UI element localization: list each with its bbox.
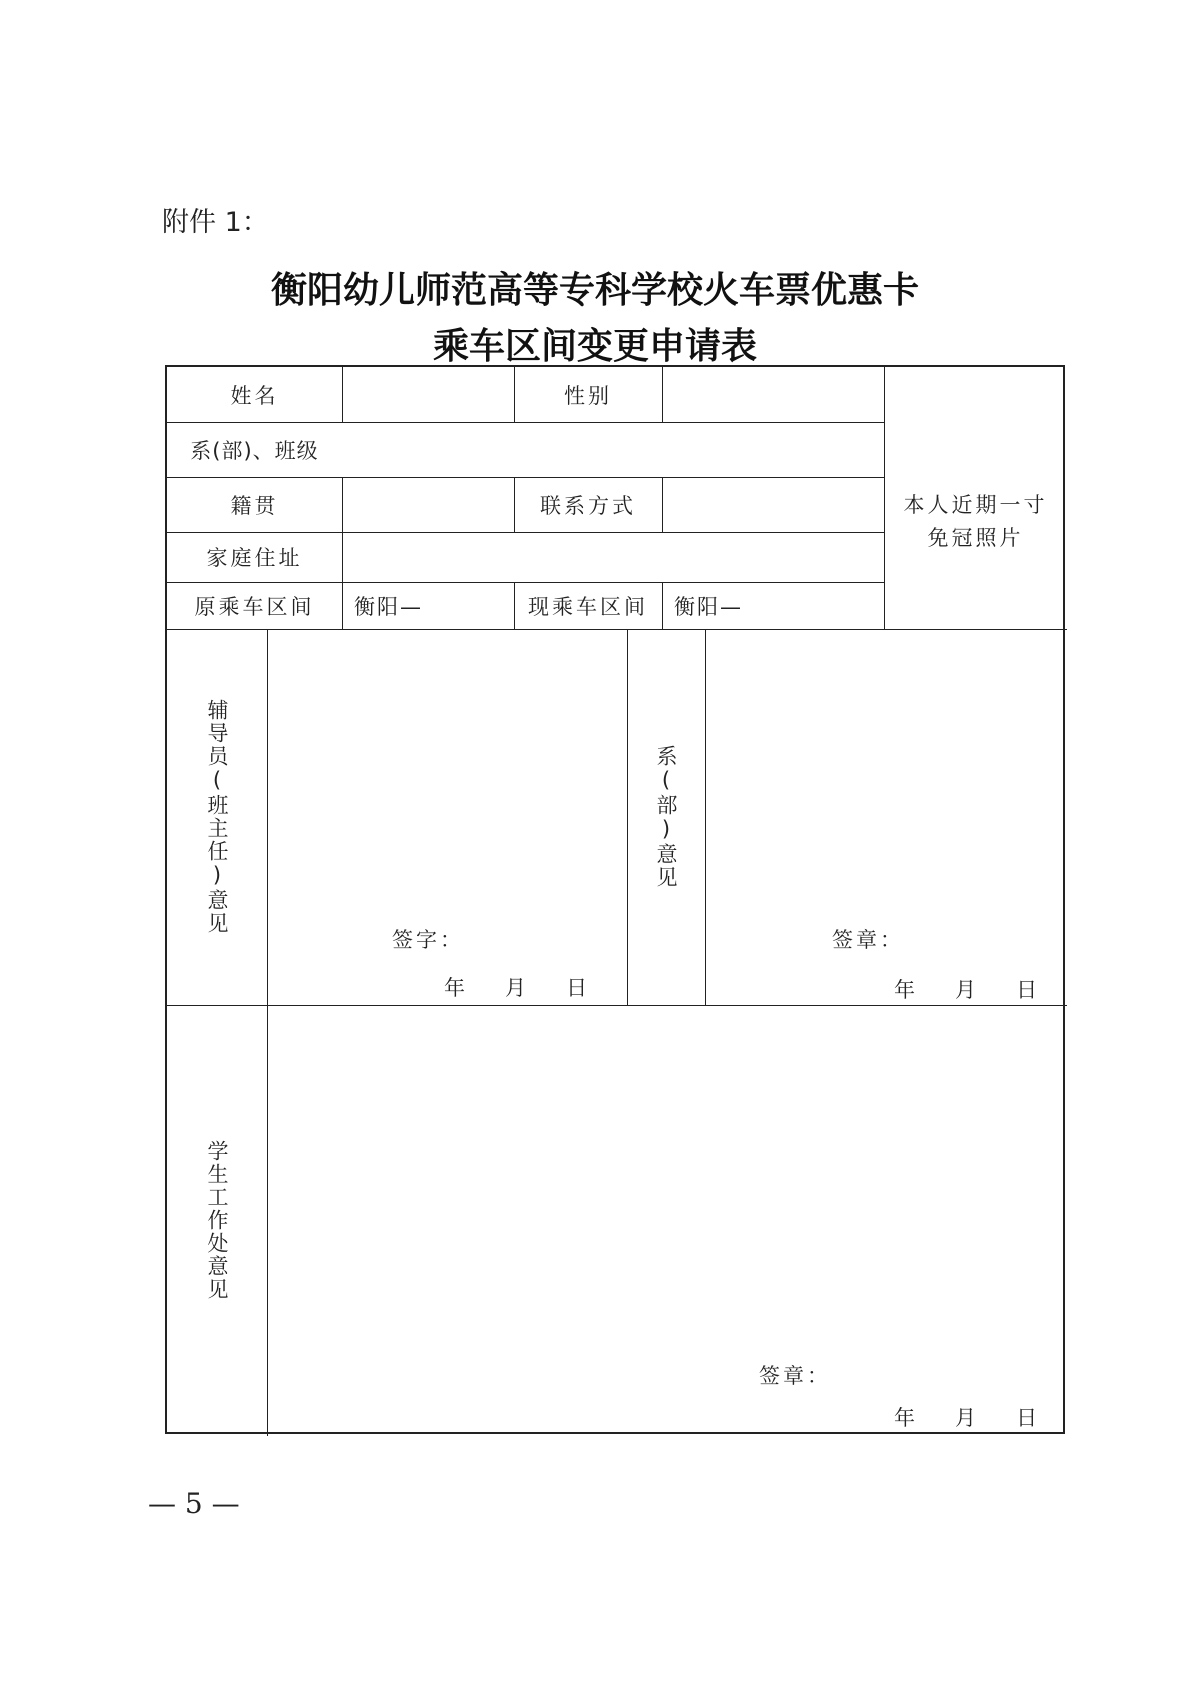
form-title-line-2: 乘车区间变更申请表 (432, 325, 757, 367)
student-affairs-date: 年 月 日 (894, 1406, 1038, 1430)
department-seal-label: 签章： (832, 928, 904, 952)
native-place-field[interactable] (342, 477, 514, 532)
photo-placeholder (884, 462, 1067, 582)
home-address-field[interactable] (342, 532, 884, 582)
name-label: 姓名 (230, 383, 279, 408)
counselor-date: 年 月 日 (444, 976, 588, 1000)
department-opinion-label: 系(部)意见 (654, 745, 678, 889)
counselor-opinion-label: 辅导员(班主任)意见 (205, 699, 229, 935)
original-route-field[interactable]: 衡阳— (354, 594, 423, 619)
page-number: — 5 — (148, 1487, 240, 1520)
name-field[interactable] (342, 367, 514, 422)
contact-label: 联系方式 (540, 493, 636, 518)
application-form-table (165, 365, 1065, 1434)
photo-caption-line-1: 本人近期一寸 (903, 493, 1048, 517)
department-date: 年 月 日 (894, 978, 1038, 1002)
home-address-label: 家庭住址 (206, 546, 303, 570)
gender-field[interactable] (662, 367, 884, 422)
attachment-label: 附件 1： (162, 207, 269, 238)
contact-field[interactable] (662, 477, 884, 532)
current-route-field[interactable]: 衡阳— (674, 594, 743, 619)
student-affairs-seal-label: 签章： (759, 1364, 831, 1388)
gender-label: 性别 (564, 383, 612, 408)
original-route-label: 原乘车区间 (194, 594, 315, 619)
photo-caption-line-2: 免冠照片 (927, 526, 1024, 550)
student-affairs-opinion-field[interactable] (267, 1005, 1067, 1436)
student-affairs-opinion-label: 学生工作处意见 (205, 1140, 229, 1301)
column-divider (662, 582, 663, 629)
counselor-signature-label: 签字： (392, 928, 464, 952)
native-place-label: 籍贯 (230, 493, 279, 518)
form-title-line-1: 衡阳幼儿师范高等专科学校火车票优惠卡 (270, 269, 919, 311)
department-class-label: 系(部)、班级 (190, 438, 319, 463)
current-route-label: 现乘车区间 (528, 594, 648, 619)
department-class-field[interactable] (342, 422, 884, 477)
